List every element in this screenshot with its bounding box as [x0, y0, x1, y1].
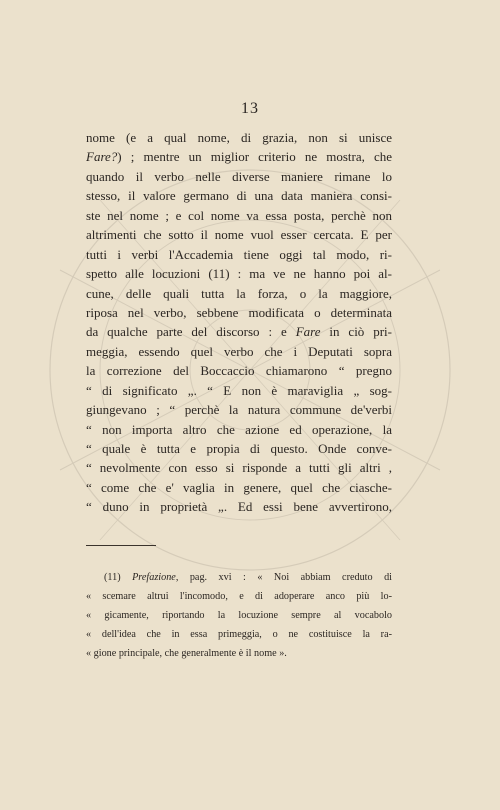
text-segment: « scemare altrui l'incomodo, e di adoperare anco più lo- — [86, 591, 392, 602]
text-segment: “ di significato „. “ E non è maraviglia „ sog- — [86, 382, 392, 398]
page-number: 13 — [241, 100, 259, 117]
footnote — [86, 568, 392, 663]
footnote-line — [86, 568, 392, 587]
text-line — [86, 381, 392, 400]
text-segment: riposa nel verbo, sebbene modificata o determinata — [86, 304, 392, 320]
text-segment: quando il verbo nelle diverse maniere rimane lo — [86, 168, 392, 184]
text-line — [86, 206, 392, 225]
text-segment: “ duno in proprietà „. Ed essi bene avvertirono, — [86, 499, 392, 515]
text-line — [86, 400, 392, 419]
text-line — [86, 478, 392, 497]
footnote-line — [86, 606, 392, 625]
text-segment: meggia, essendo quel verbo che i Deputati sopra — [86, 343, 392, 359]
text-segment: altrimenti che sotto il nome vuol esser cercata. E per — [86, 227, 392, 243]
text-segment: “ come che e' vaglia in genere, quel che ciasche- — [86, 479, 392, 495]
text-line — [86, 322, 392, 341]
text-segment: « gione principale, che generalmente è il nome ». — [86, 648, 287, 659]
text-segment: tutti i verbi l'Accademia tiene oggi tal modo, ri- — [86, 246, 392, 262]
text-line — [86, 147, 392, 166]
italic-text: Prefazione — [132, 572, 176, 583]
text-line — [86, 439, 392, 458]
italic-text: Fare? — [86, 149, 118, 165]
italic-text: Fare — [295, 324, 321, 340]
text-line — [86, 361, 392, 380]
text-segment: “ quale è tutta e propia di questo. Onde conve- — [86, 441, 392, 456]
text-line — [86, 245, 392, 264]
text-line — [86, 225, 392, 244]
text-line — [86, 167, 392, 186]
text-line — [86, 420, 392, 439]
text-segment: , pag. xvi : « Noi abbiam creduto di — [175, 572, 392, 583]
text-segment: stesso, il valore germano di una data maniera consi- — [86, 188, 392, 204]
text-segment: ste nel nome ; e col nome va essa posta, perchè non — [86, 207, 392, 223]
footnote-line — [86, 587, 392, 606]
text-line — [86, 186, 392, 205]
text-segment: spetto alle locuzioni (11) : ma ve ne hanno poi al- — [86, 266, 392, 282]
text-segment: (11) — [104, 572, 133, 583]
text-segment: da qualche parte del discorso : e — [86, 324, 296, 340]
text-segment: “ non importa altro che azione ed operazione, la — [86, 421, 392, 437]
text-line — [86, 264, 392, 283]
text-segment: in ciò pri- — [320, 324, 392, 340]
text-segment: giungevano ; “ perchè la natura commune de'verbi — [86, 402, 392, 418]
text-segment: cune, delle quali tutta la forza, o la maggiore, — [86, 285, 392, 301]
text-segment: nome (e a qual nome, di grazia, non si unisce — [86, 130, 392, 145]
footnote-line — [86, 644, 392, 663]
text-segment: « dell'idea che in essa primeggia, o ne costituisce la ra- — [86, 629, 392, 640]
text-line — [86, 497, 392, 516]
text-segment: la correzione del Boccaccio chiamarono “ pregno — [86, 363, 392, 379]
text-line — [86, 128, 392, 147]
text-segment: “ nevolmente con esso si risponde a tutti gli altri , — [86, 460, 392, 476]
text-line — [86, 458, 392, 477]
text-line — [86, 342, 392, 361]
text-segment: « gicamente, riportando la locuzione sempre al vocabolo — [86, 610, 392, 621]
footnote-separator — [86, 545, 156, 546]
text-line — [86, 284, 392, 303]
body-text — [86, 128, 392, 517]
text-line — [86, 303, 392, 322]
text-segment: ) ; mentre un miglior criterio ne mostra, che — [117, 149, 392, 165]
footnote-line — [86, 625, 392, 644]
